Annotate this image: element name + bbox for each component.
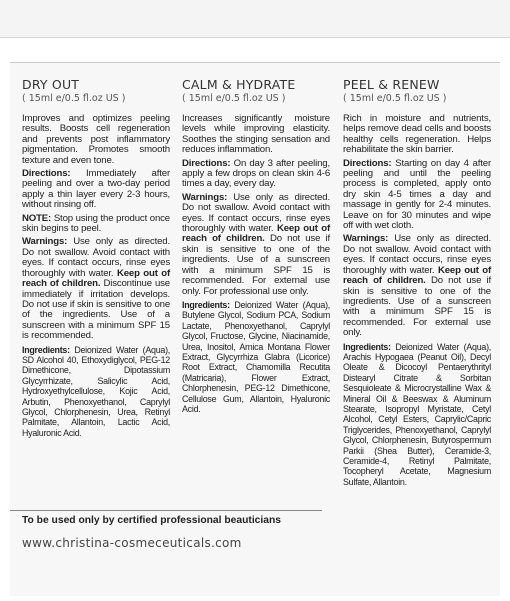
- warnings: [182, 193, 330, 297]
- ingredients-text: Deionized Water (Aqua), SD Alcohol 40, Ethoxydiglycol, PEG-12 Dimethicone, Dipotassium Glycyrrhizate, Salicylic Acid, Hydroxyethylcellulose, Kojic Acid, Arbutin, Phenoxyethanol, Caprylyl Glycol, Chlorphenesin, Urea, Retinyl Palmitate, Allantoin, Lactic Acid, Hyaluronic Acid.: [22, 344, 170, 438]
- directions-label: Directions:: [343, 157, 392, 169]
- warnings-text-2: Do not use if skin is sensitive to one of the ingredients. Use of a sunscreen with a minimum SPF 15 is recommended. For external use only.: [343, 275, 491, 339]
- ingredients-text: Deionized Water (Aqua), Arachis Hypogaea (Peanut Oil), Decyl Oleate & Dicocoyl Pentaerythrityl Distearyl Citrate & Sorbitan Sesquioleate & Microcrystalline Wax & Mineral Oil & Beeswax & Aluminum Stearate, Isopropyl Myristate, Cetyl Alcohol, Cetyl Esters, Caprylic/Capric Triglycerides, Phenoxyethanol, Caprylyl Glycol, Chlorphenesin, Butyrospermum Parkii (Shea Butter), Ceramide-3, Ceramide-4, Retinyl Palmitate, Tocopheryl Acetate, Magnesium Sulfate, Allantoin.: [343, 341, 491, 487]
- ingredients: [182, 300, 330, 414]
- product-title: CALM & HYDRATE: [182, 77, 296, 92]
- directions: [22, 169, 170, 211]
- warnings-bold: Keep out of reach of children.: [182, 223, 330, 245]
- warnings-bold: Keep out of reach of children.: [343, 264, 491, 287]
- ingredients: [343, 342, 491, 488]
- warnings-text: Use only as directed. Do not swallow. Avoid contact with eyes. If contact occurs, rinse eyes thoroughly with water.: [182, 191, 331, 235]
- product-description: Increases significantly moisture levels while improving elasticity. Soothes the stinging sensation and reduces inflammation.: [182, 113, 330, 156]
- product-title: DRY OUT: [22, 77, 80, 92]
- box-top-edge: [0, 0, 510, 38]
- professional-use-note: To be used only by certified professional beauticians: [22, 515, 282, 526]
- column-dry-out: [22, 77, 170, 441]
- warnings-text: Use only as directed. Do not swallow. Avoid contact with eyes. If contact occurs, rinse eyes thoroughly with water.: [22, 236, 171, 279]
- directions: [182, 159, 330, 190]
- directions: [343, 159, 491, 232]
- product-size: ( 15ml e/0.5 fl.oz US ): [343, 93, 447, 104]
- footer-divider: [10, 510, 322, 511]
- warnings-bold: Keep out of reach of children.: [22, 267, 170, 290]
- directions-text: On day 3 after peeling, apply a few drops on clean skin 4-6 times a day, every day.: [182, 157, 331, 190]
- product-size: ( 15ml e/0.5 fl.oz US ): [22, 93, 126, 104]
- note-text: Stop using the product once skin begins to peel.: [22, 212, 170, 235]
- warnings-label: Warnings:: [182, 191, 228, 203]
- warnings-label: Warnings:: [343, 233, 389, 245]
- note-label: NOTE:: [22, 212, 52, 224]
- website-url: www.christina-cosmeceuticals.com: [22, 536, 242, 550]
- ingredients-label: Ingredients:: [22, 344, 70, 355]
- column-peel-renew: [343, 77, 491, 490]
- product-title: PEEL & RENEW: [343, 77, 440, 92]
- directions-text: Starting on day 4 after peeling and until the peeling process is completed, apply onto dry skin 4-5 times a day and massage in gently for 2-4 minutes. Leave on for 30 minutes and wipe off with wet cloth.: [343, 157, 491, 232]
- product-description: Improves and optimizes peeling results. Boosts cell regeneration and prevents post inflammatory pigmentation. Promotes smooth texture and even tone.: [22, 113, 170, 166]
- product-size: ( 15ml e/0.5 fl.oz US ): [182, 93, 286, 104]
- warnings-text-2: Do not use if skin is sensitive to one of the ingredients. Use of a sunscreen with a minimum SPF 15 is recommended. For external use only. For professional use only.: [182, 233, 330, 297]
- warnings-text: Use only as directed. Do not swallow. Avoid contact with eyes. If contact occurs, rinse eyes thoroughly with water.: [343, 233, 492, 276]
- ingredients-label: Ingredients:: [182, 299, 230, 310]
- ingredients-label: Ingredients:: [343, 341, 391, 352]
- ingredients: [22, 345, 170, 439]
- ingredients-text: Deionized Water (Aqua), Butylene Glycol, Sodium PCA, Sodium Lactate, Phenoxyethanol, Caprylyl Glycol, Fructose, Glycine, Niacinamide, Urea, Inositol, Arnica Montana Flower Extract, Glycyrrhiza Glabra (Licorice) Root Extract, Chamomilla Recutita (Matricaria), Flower Extract, Chlorphenesin, PEG-12 Dimethicone, Cellulose Gum, Allantoin, Hyaluronic Acid.: [182, 299, 330, 414]
- warnings-label: Warnings:: [22, 236, 68, 248]
- note: [22, 214, 170, 235]
- warnings-text-2: Discontinue use immediately if irritation develops. Do not use if skin is sensitive to one of the ingredients. Use of a sunscreen with a minimum SPF 15 is recommended.: [22, 278, 170, 342]
- directions-label: Directions:: [182, 157, 231, 169]
- directions-text: Immediately after peeling and over a two-day period apply a thin layer every 2-3 hours, without rinsing off.: [22, 168, 171, 211]
- product-description: Rich in moisture and nutrients, helps remove dead cells and boosts healthy cells regeneration. Helps rehabilitate the skin barrier.: [343, 113, 491, 156]
- warnings: [22, 237, 170, 341]
- directions-label: Directions:: [22, 168, 71, 180]
- column-calm-hydrate: [182, 77, 330, 417]
- warnings: [343, 234, 491, 338]
